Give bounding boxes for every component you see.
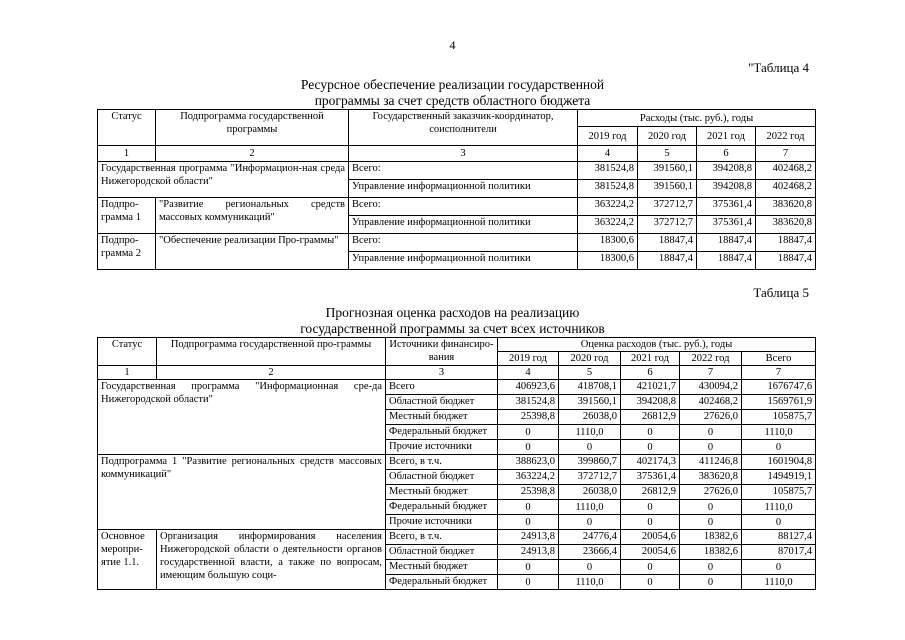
value-cell: 27626,0 (680, 485, 742, 500)
value-cell: 0 (621, 575, 680, 590)
value-cell: 0 (559, 560, 621, 575)
value-cell: 24913,8 (498, 545, 559, 560)
column-number: 5 (638, 146, 697, 162)
header-sources: Источники финансиро-вания (386, 338, 498, 366)
table5-title-line2: государственной программы за счет всех источников (300, 321, 605, 336)
value-cell: 418708,1 (559, 380, 621, 395)
value-cell: 27626,0 (680, 410, 742, 425)
value-cell: 411246,8 (680, 455, 742, 470)
value-cell: 363224,2 (498, 470, 559, 485)
header-year: 2020 год (559, 352, 621, 366)
source-cell: Всего, в т.ч. (386, 530, 498, 545)
table4-title-line2: программы за счет средств областного бюджета (314, 93, 591, 108)
source-cell: Областной бюджет (386, 545, 498, 560)
value-cell: 363224,2 (578, 216, 638, 234)
source-cell: Местный бюджет (386, 410, 498, 425)
value-cell: 0 (621, 515, 680, 530)
value-cell: 26038,0 (559, 485, 621, 500)
value-cell: 1110,0 (559, 575, 621, 590)
column-number: 4 (578, 146, 638, 162)
header-customer: Государственный заказчик-координатор, соисполнители (349, 110, 578, 146)
source-cell: Федеральный бюджет (386, 575, 498, 590)
value-cell: 18847,4 (756, 252, 816, 270)
value-cell: 0 (498, 440, 559, 455)
value-cell: 105875,7 (742, 485, 816, 500)
value-cell: 20054,6 (621, 545, 680, 560)
value-cell: 375361,4 (697, 216, 756, 234)
source-cell: Прочие источники (386, 515, 498, 530)
source-cell: Управление информационной политики (349, 252, 578, 270)
program-status: Государственная программа "Информацион-ная среда Нижегородской области" (98, 162, 349, 198)
column-number: 2 (156, 146, 349, 162)
value-cell: 26812,9 (621, 410, 680, 425)
value-cell: 1110,0 (742, 575, 816, 590)
source-cell: Местный бюджет (386, 485, 498, 500)
column-number: 2 (157, 366, 386, 380)
value-cell: 0 (621, 500, 680, 515)
value-cell: 0 (621, 560, 680, 575)
value-cell: 1110,0 (559, 500, 621, 515)
header-subprogram: Подпрограмма государственной программы (156, 110, 349, 146)
value-cell: 402468,2 (680, 395, 742, 410)
value-cell: 381524,8 (498, 395, 559, 410)
value-cell: 391560,1 (559, 395, 621, 410)
source-cell: Всего: (349, 162, 578, 180)
subprogram-status: Подпрограмма 1 "Развитие региональных средств массовых коммуникаций" (98, 455, 386, 530)
header-subprogram: Подпрограмма государственной про-граммы (157, 338, 386, 366)
value-cell: 18300,6 (578, 252, 638, 270)
value-cell: 0 (498, 560, 559, 575)
value-cell: 0 (498, 515, 559, 530)
column-number: 6 (621, 366, 680, 380)
value-cell: 1569761,9 (742, 395, 816, 410)
value-cell: 0 (559, 515, 621, 530)
value-cell: 1494919,1 (742, 470, 816, 485)
header-total: Всего (742, 352, 816, 366)
table5-label: Таблица 5 (753, 285, 809, 300)
value-cell: 421021,7 (621, 380, 680, 395)
value-cell: 381524,8 (578, 180, 638, 198)
value-cell: 402468,2 (756, 180, 816, 198)
table5 (97, 337, 816, 590)
value-cell: 20054,6 (621, 530, 680, 545)
value-cell: 0 (680, 425, 742, 440)
value-cell: 0 (680, 575, 742, 590)
value-cell: 363224,2 (578, 198, 638, 216)
column-number: 4 (498, 366, 559, 380)
source-cell: Областной бюджет (386, 395, 498, 410)
value-cell: 18847,4 (697, 252, 756, 270)
column-number: 3 (349, 146, 578, 162)
header-year: 2019 год (498, 352, 559, 366)
value-cell: 1110,0 (559, 425, 621, 440)
value-cell: 0 (680, 440, 742, 455)
value-cell: 0 (498, 425, 559, 440)
value-cell: 0 (621, 440, 680, 455)
value-cell: 1601904,8 (742, 455, 816, 470)
table4-label: "Таблица 4 (748, 60, 809, 75)
value-cell: 383620,8 (680, 470, 742, 485)
table4 (97, 109, 816, 270)
value-cell: 388623,0 (498, 455, 559, 470)
value-cell: 18847,4 (756, 234, 816, 252)
source-cell: Всего: (349, 198, 578, 216)
value-cell: 26038,0 (559, 410, 621, 425)
subprogram-status: Подпро-грамма 2 (98, 234, 156, 270)
table5-title-line1: Прогнозная оценка расходов на реализацию (325, 305, 580, 320)
value-cell: 372712,7 (638, 198, 697, 216)
page-number: 4 (449, 38, 456, 52)
source-cell: Федеральный бюджет (386, 425, 498, 440)
value-cell: 0 (742, 440, 816, 455)
source-cell: Областной бюджет (386, 470, 498, 485)
value-cell: 18847,4 (697, 234, 756, 252)
activity-name: Организация информирования населения Нижегородской области о деятельности органов государственной власти, а также по вопросам, имеющим большую соци- (157, 530, 386, 590)
header-status: Статус (98, 110, 156, 146)
value-cell: 383620,8 (756, 216, 816, 234)
value-cell: 406923,6 (498, 380, 559, 395)
column-number: 7 (756, 146, 816, 162)
value-cell: 25398,8 (498, 410, 559, 425)
value-cell: 394208,8 (697, 162, 756, 180)
value-cell: 0 (498, 575, 559, 590)
source-cell: Управление информационной политики (349, 216, 578, 234)
value-cell: 381524,8 (578, 162, 638, 180)
subprogram-name: "Обеспечение реализации Про-граммы" (156, 234, 349, 270)
value-cell: 383620,8 (756, 198, 816, 216)
value-cell: 18300,6 (578, 234, 638, 252)
source-cell: Прочие источники (386, 440, 498, 455)
activity-status: Основное меропри-ятие 1.1. (98, 530, 157, 590)
value-cell: 402468,2 (756, 162, 816, 180)
subprogram-status: Подпро-грамма 1 (98, 198, 156, 234)
value-cell: 0 (680, 560, 742, 575)
header-year: 2019 год (578, 127, 638, 146)
value-cell: 391560,1 (638, 162, 697, 180)
value-cell: 399860,7 (559, 455, 621, 470)
value-cell: 24776,4 (559, 530, 621, 545)
value-cell: 0 (742, 560, 816, 575)
value-cell: 88127,4 (742, 530, 816, 545)
value-cell: 394208,8 (697, 180, 756, 198)
header-year: 2020 год (638, 127, 697, 146)
value-cell: 18382,6 (680, 530, 742, 545)
value-cell: 24913,8 (498, 530, 559, 545)
source-cell: Управление информационной политики (349, 180, 578, 198)
table4-title-line1: Ресурсное обеспечение реализации государственной (300, 77, 605, 92)
column-number: 7 (680, 366, 742, 380)
header-year: 2021 год (621, 352, 680, 366)
header-status: Статус (98, 338, 157, 366)
header-estimate: Оценка расходов (тыс. руб.), годы (498, 338, 816, 352)
column-number: 5 (559, 366, 621, 380)
value-cell: 375361,4 (697, 198, 756, 216)
value-cell: 1110,0 (742, 425, 816, 440)
column-number: 1 (98, 146, 156, 162)
value-cell: 430094,2 (680, 380, 742, 395)
value-cell: 18382,6 (680, 545, 742, 560)
value-cell: 87017,4 (742, 545, 816, 560)
value-cell: 18847,4 (638, 234, 697, 252)
header-year: 2022 год (756, 127, 816, 146)
subprogram-name: "Развитие региональных средств массовых коммуникаций" (156, 198, 349, 234)
value-cell: 26812,9 (621, 485, 680, 500)
value-cell: 372712,7 (638, 216, 697, 234)
value-cell: 0 (680, 500, 742, 515)
value-cell: 25398,8 (498, 485, 559, 500)
value-cell: 0 (498, 500, 559, 515)
source-cell: Всего, в т.ч. (386, 455, 498, 470)
column-number: 6 (697, 146, 756, 162)
value-cell: 402174,3 (621, 455, 680, 470)
program-status: Государственная программа "Информационная сре-да Нижегородской области" (98, 380, 386, 455)
column-number: 1 (98, 366, 157, 380)
source-cell: Местный бюджет (386, 560, 498, 575)
source-cell: Всего (386, 380, 498, 395)
value-cell: 1676747,6 (742, 380, 816, 395)
value-cell: 23666,4 (559, 545, 621, 560)
value-cell: 375361,4 (621, 470, 680, 485)
value-cell: 0 (742, 515, 816, 530)
value-cell: 0 (621, 425, 680, 440)
value-cell: 18847,4 (638, 252, 697, 270)
value-cell: 0 (559, 440, 621, 455)
header-expenses: Расходы (тыс. руб.), годы (578, 110, 816, 127)
source-cell: Всего: (349, 234, 578, 252)
value-cell: 105875,7 (742, 410, 816, 425)
value-cell: 1110,0 (742, 500, 816, 515)
column-number: 7 (742, 366, 816, 380)
value-cell: 391560,1 (638, 180, 697, 198)
column-number: 3 (386, 366, 498, 380)
value-cell: 0 (680, 515, 742, 530)
header-year: 2021 год (697, 127, 756, 146)
value-cell: 372712,7 (559, 470, 621, 485)
header-year: 2022 год (680, 352, 742, 366)
source-cell: Федеральный бюджет (386, 500, 498, 515)
value-cell: 394208,8 (621, 395, 680, 410)
